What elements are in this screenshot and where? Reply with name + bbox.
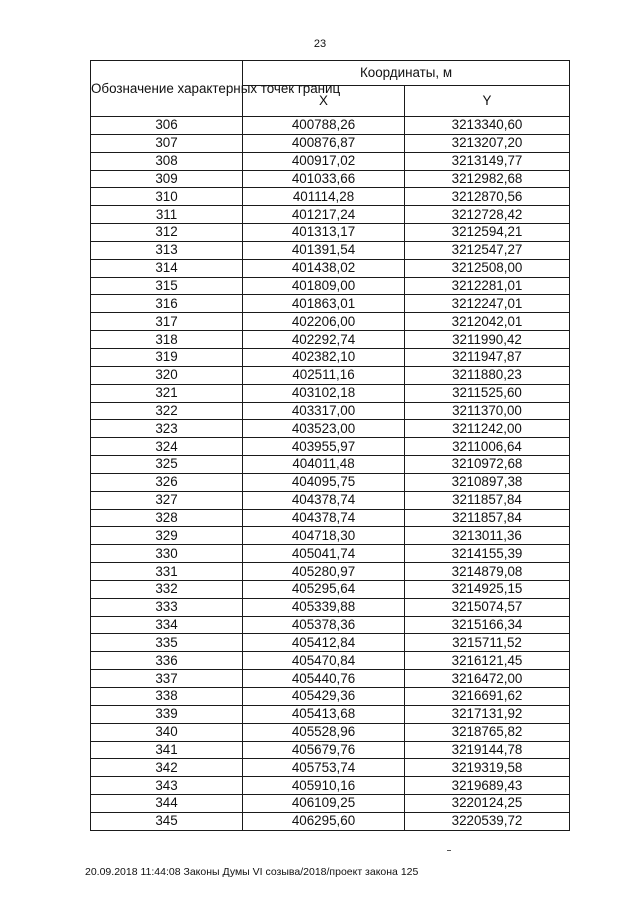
x-coordinate-cell: 404095,75 (243, 473, 405, 491)
x-coordinate-cell: 403523,00 (243, 420, 405, 438)
point-id-cell: 341 (91, 741, 243, 759)
x-coordinate-cell: 401391,54 (243, 241, 405, 259)
table-row (91, 616, 570, 634)
y-coordinate-cell: 3218765,82 (405, 723, 570, 741)
point-id-cell: 330 (91, 545, 243, 563)
table-row (91, 527, 570, 545)
y-coordinate-cell: 3212547,27 (405, 241, 570, 259)
y-coordinate-cell: 3212594,21 (405, 224, 570, 242)
y-coordinate-cell: 3215711,52 (405, 634, 570, 652)
table-row (91, 670, 570, 688)
point-id-cell: 331 (91, 563, 243, 581)
x-coordinate-cell: 405412,84 (243, 634, 405, 652)
y-coordinate-cell: 3214155,39 (405, 545, 570, 563)
table-row (91, 295, 570, 313)
table-row (91, 634, 570, 652)
table-row (91, 563, 570, 581)
point-id-cell: 321 (91, 384, 243, 402)
y-coordinate-cell: 3212281,01 (405, 277, 570, 295)
x-coordinate-cell: 405753,74 (243, 759, 405, 777)
point-id-cell: 312 (91, 224, 243, 242)
point-id-cell: 332 (91, 580, 243, 598)
x-coordinate-cell: 403955,97 (243, 438, 405, 456)
table-row (91, 777, 570, 795)
y-coordinate-cell: 3211857,84 (405, 509, 570, 527)
y-coordinate-cell: 3212728,42 (405, 206, 570, 224)
y-coordinate-cell: 3219319,58 (405, 759, 570, 777)
y-coordinate-cell: 3216691,62 (405, 688, 570, 706)
x-column-header: X (243, 86, 405, 117)
table-row (91, 580, 570, 598)
x-coordinate-cell: 405295,64 (243, 580, 405, 598)
y-coordinate-cell: 3214879,08 (405, 563, 570, 581)
x-coordinate-cell: 404718,30 (243, 527, 405, 545)
point-id-cell: 333 (91, 598, 243, 616)
x-coordinate-cell: 402511,16 (243, 366, 405, 384)
point-id-cell: 311 (91, 206, 243, 224)
y-coordinate-cell: 3217131,92 (405, 705, 570, 723)
y-coordinate-cell: 3212982,68 (405, 170, 570, 188)
x-coordinate-cell: 405528,96 (243, 723, 405, 741)
point-id-cell: 340 (91, 723, 243, 741)
x-coordinate-cell: 405429,36 (243, 688, 405, 706)
x-coordinate-cell: 404011,48 (243, 456, 405, 474)
point-id-cell: 338 (91, 688, 243, 706)
scan-mark (447, 850, 451, 851)
y-coordinate-cell: 3211006,64 (405, 438, 570, 456)
table-row (91, 152, 570, 170)
point-id-cell: 329 (91, 527, 243, 545)
table-row (91, 688, 570, 706)
y-column-header: Y (405, 86, 570, 117)
table-row (91, 384, 570, 402)
point-id-cell: 326 (91, 473, 243, 491)
y-coordinate-cell: 3212042,01 (405, 313, 570, 331)
table-row (91, 812, 570, 830)
y-coordinate-cell: 3211947,87 (405, 348, 570, 366)
y-coordinate-cell: 3210972,68 (405, 456, 570, 474)
table-row (91, 206, 570, 224)
table-row (91, 456, 570, 474)
point-id-cell: 343 (91, 777, 243, 795)
point-id-cell: 327 (91, 491, 243, 509)
x-coordinate-cell: 402382,10 (243, 348, 405, 366)
table-row (91, 652, 570, 670)
table-row (91, 598, 570, 616)
x-coordinate-cell: 405470,84 (243, 652, 405, 670)
y-coordinate-cell: 3212508,00 (405, 259, 570, 277)
table-row (91, 117, 570, 135)
table-row (91, 509, 570, 527)
table-row (91, 224, 570, 242)
x-coordinate-cell: 401217,24 (243, 206, 405, 224)
point-id-cell: 313 (91, 241, 243, 259)
point-id-cell: 325 (91, 456, 243, 474)
x-coordinate-cell: 405378,36 (243, 616, 405, 634)
x-coordinate-cell: 405440,76 (243, 670, 405, 688)
point-id-cell: 322 (91, 402, 243, 420)
y-coordinate-cell: 3211857,84 (405, 491, 570, 509)
y-coordinate-cell: 3214925,15 (405, 580, 570, 598)
point-id-cell: 307 (91, 134, 243, 152)
y-coordinate-cell: 3211880,23 (405, 366, 570, 384)
y-coordinate-cell: 3211242,00 (405, 420, 570, 438)
point-id-cell: 339 (91, 705, 243, 723)
y-coordinate-cell: 3212247,01 (405, 295, 570, 313)
point-id-cell: 323 (91, 420, 243, 438)
x-coordinate-cell: 405413,68 (243, 705, 405, 723)
x-coordinate-cell: 403102,18 (243, 384, 405, 402)
page-number: 23 (313, 38, 327, 50)
point-id-cell: 328 (91, 509, 243, 527)
x-coordinate-cell: 405339,88 (243, 598, 405, 616)
x-coordinate-cell: 400917,02 (243, 152, 405, 170)
point-id-cell: 317 (91, 313, 243, 331)
x-coordinate-cell: 401863,01 (243, 295, 405, 313)
x-coordinate-cell: 405041,74 (243, 545, 405, 563)
y-coordinate-cell: 3215166,34 (405, 616, 570, 634)
x-coordinate-cell: 405679,76 (243, 741, 405, 759)
table-row (91, 188, 570, 206)
point-id-cell: 316 (91, 295, 243, 313)
point-label-header: Обозначение характерных точек границ (91, 61, 243, 117)
point-id-cell: 310 (91, 188, 243, 206)
point-id-cell: 345 (91, 812, 243, 830)
x-coordinate-cell: 405910,16 (243, 777, 405, 795)
y-coordinate-cell: 3211370,00 (405, 402, 570, 420)
table-row (91, 277, 570, 295)
x-coordinate-cell: 406295,60 (243, 812, 405, 830)
point-id-cell: 324 (91, 438, 243, 456)
point-id-cell: 314 (91, 259, 243, 277)
table-row (91, 170, 570, 188)
footer-stamp: 20.09.2018 11:44:08 Законы Думы VI созыва/2018/проект закона 125 (85, 866, 419, 878)
y-coordinate-cell: 3215074,57 (405, 598, 570, 616)
point-id-cell: 336 (91, 652, 243, 670)
table-row (91, 366, 570, 384)
point-id-cell: 315 (91, 277, 243, 295)
table-row (91, 723, 570, 741)
point-id-cell: 335 (91, 634, 243, 652)
point-id-cell: 320 (91, 366, 243, 384)
y-coordinate-cell: 3213011,36 (405, 527, 570, 545)
coordinates-group-header: Координаты, м (243, 61, 570, 86)
y-coordinate-cell: 3213149,77 (405, 152, 570, 170)
y-coordinate-cell: 3211525,60 (405, 384, 570, 402)
table-row (91, 473, 570, 491)
table-row (91, 134, 570, 152)
point-id-cell: 344 (91, 795, 243, 813)
point-id-cell: 319 (91, 348, 243, 366)
table-header (91, 61, 570, 117)
point-id-cell: 334 (91, 616, 243, 634)
x-coordinate-cell: 401809,00 (243, 277, 405, 295)
table-row (91, 259, 570, 277)
y-coordinate-cell: 3216472,00 (405, 670, 570, 688)
x-coordinate-cell: 400788,26 (243, 117, 405, 135)
table-row (91, 438, 570, 456)
y-coordinate-cell: 3219689,43 (405, 777, 570, 795)
x-coordinate-cell: 404378,74 (243, 491, 405, 509)
point-id-cell: 342 (91, 759, 243, 777)
y-coordinate-cell: 3213340,60 (405, 117, 570, 135)
x-coordinate-cell: 403317,00 (243, 402, 405, 420)
x-coordinate-cell: 401033,66 (243, 170, 405, 188)
table-row (91, 331, 570, 349)
table-row (91, 313, 570, 331)
table-row (91, 795, 570, 813)
y-coordinate-cell: 3220124,25 (405, 795, 570, 813)
y-coordinate-cell: 3220539,72 (405, 812, 570, 830)
y-coordinate-cell: 3219144,78 (405, 741, 570, 759)
table-row (91, 741, 570, 759)
table-row (91, 402, 570, 420)
table-body (91, 117, 570, 831)
x-coordinate-cell: 405280,97 (243, 563, 405, 581)
x-coordinate-cell: 402292,74 (243, 331, 405, 349)
table-row (91, 705, 570, 723)
point-id-cell: 318 (91, 331, 243, 349)
x-coordinate-cell: 402206,00 (243, 313, 405, 331)
table-row (91, 491, 570, 509)
y-coordinate-cell: 3211990,42 (405, 331, 570, 349)
table-row (91, 759, 570, 777)
y-coordinate-cell: 3212870,56 (405, 188, 570, 206)
table-row (91, 348, 570, 366)
y-coordinate-cell: 3213207,20 (405, 134, 570, 152)
table-row (91, 545, 570, 563)
x-coordinate-cell: 404378,74 (243, 509, 405, 527)
x-coordinate-cell: 406109,25 (243, 795, 405, 813)
point-id-cell: 308 (91, 152, 243, 170)
y-coordinate-cell: 3216121,45 (405, 652, 570, 670)
point-id-cell: 337 (91, 670, 243, 688)
point-id-cell: 309 (91, 170, 243, 188)
y-coordinate-cell: 3210897,38 (405, 473, 570, 491)
table-row (91, 420, 570, 438)
coordinates-table (90, 60, 570, 831)
x-coordinate-cell: 401313,17 (243, 224, 405, 242)
point-id-cell: 306 (91, 117, 243, 135)
x-coordinate-cell: 400876,87 (243, 134, 405, 152)
x-coordinate-cell: 401114,28 (243, 188, 405, 206)
table-row (91, 241, 570, 259)
x-coordinate-cell: 401438,02 (243, 259, 405, 277)
